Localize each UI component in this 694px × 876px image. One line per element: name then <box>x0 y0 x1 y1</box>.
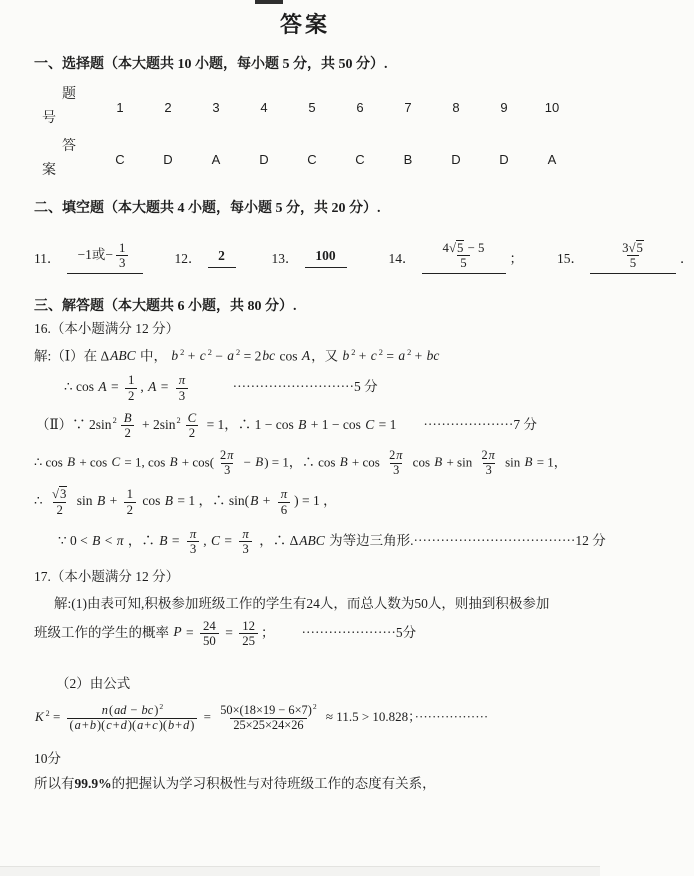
fill-item-13 <box>272 247 351 268</box>
page-title: 答案 <box>279 12 330 37</box>
answer-row <box>34 133 576 185</box>
q17-part2-label: （2）由公式 <box>56 676 131 692</box>
question-number-label <box>34 83 96 131</box>
mc-answer-cell: D <box>163 151 173 167</box>
mc-number-cell: 10 <box>544 99 560 115</box>
q17-solution-line-1: 解:(1)由表可知,积极参加班级工作的学生有24人，而总人数为50人，则抽到积极参加 <box>54 595 550 611</box>
page-crop-artifact <box>255 0 283 4</box>
mc-number-cell: 6 <box>356 99 364 115</box>
question-number-label-char2: 号 <box>42 111 56 126</box>
mc-answer-cell: A <box>211 151 221 167</box>
mc-answer-cell: C <box>115 151 125 167</box>
fill-item-14 <box>389 240 524 275</box>
mc-number-cell: 5 <box>308 99 316 115</box>
answer-label-char2: 案 <box>42 163 56 178</box>
q16-solution-line-1: 解:（Ⅰ）在 ΔABC 中， b $^2$ + c $^2$ − a $^2$ = 2bc cos A，又 b $^2$ + c $^2$ = a $^2$ + bc <box>34 347 440 364</box>
mc-number-cell: 3 <box>212 99 220 115</box>
fill-answer-12: 2 <box>218 247 225 263</box>
q17-k-square-formula-line: K $^2$ = $\frac{n(ad - bc)^2}{(a+b)(c+d)(a+c)(b+d)}$ = $\frac{50\times(18\times 19 - 6\times 7)^2}{25\times 25\times 24\times 26}$ ≈ 11.5 > 10.828；················· <box>35 702 489 733</box>
fill-answer-11: −1或− $\frac{1}{3}$ <box>78 247 132 262</box>
fill-item-15 <box>557 240 694 275</box>
fill-blank-13 <box>305 247 347 268</box>
fill-answer-row <box>34 221 694 293</box>
fill-after-14: ； <box>509 251 523 266</box>
mc-number-cell: 9 <box>500 99 508 115</box>
page-bottom-edge <box>0 866 600 876</box>
q16-solution-line-6: ∵ 0 < B < π ，∴ B = $\frac{\pi}{3}$ , C = $\frac{\pi}{3}$ ，∴ ΔABC 为等边三角形.····································12 分 <box>58 527 606 557</box>
fill-blank-12 <box>208 247 236 268</box>
section-fill-heading: 二、填空题（本大题共 4 小题，每小题 5 分，共 20 分）. <box>34 201 381 216</box>
fill-item-14-label: 14． <box>388 251 416 266</box>
answer-cells <box>96 152 576 167</box>
answer-label-char1: 答 <box>62 139 76 154</box>
mc-answer-cell: C <box>355 151 365 167</box>
fill-blank-15 <box>590 240 676 275</box>
mc-answer-cell: A <box>547 151 557 167</box>
fill-blank-11 <box>67 240 143 275</box>
fill-answer-13: 100 <box>315 247 336 263</box>
fill-item-13-label: 13． <box>271 251 299 266</box>
q16-solution-line-3: （Ⅱ）∵ $2\sin^2$ $\frac{B}{2}$ + $2\sin^2$ $\frac{C}{2}$ = 1，∴ 1 − cos B + 1 − cos C = 1 ····················7 分 <box>36 410 537 441</box>
fill-blank-14 <box>422 240 506 275</box>
fill-item-12 <box>175 247 240 268</box>
fill-item-11-label: 11． <box>34 251 61 266</box>
multiple-choice-table <box>34 81 576 185</box>
q16-solution-line-2: ∴ cos A = $\frac{1}{2}$ , A = $\frac{\pi}{3}$ ···························5 分 <box>64 373 378 403</box>
mc-number-cell: 2 <box>164 99 172 115</box>
section-choice-heading: 一、选择题（本大题共 10 小题，每小题 5 分，共 50 分）. <box>34 57 388 72</box>
q16-solution-line-4: ∴ cos B + cos C = 1, cos B + cos( $\frac{2\pi}{3}$ − B) = 1，∴ cos B + cos $\frac{2\pi}{3}$ cos B + sin $\frac{2\pi}{3}$ sin B = 1， <box>34 447 567 477</box>
q17-score-line: 10分 <box>34 750 61 766</box>
mc-answer-cell: D <box>499 151 509 167</box>
mc-number-cell: 7 <box>404 99 412 115</box>
section-solve-heading: 三、解答题（本大题共 6 小题，共 80 分）. <box>34 299 297 314</box>
q17-conclusion-line: 所以有99.9%的把握认为学习积极性与对待班级工作的态度有关系， <box>34 775 436 791</box>
question-number-row <box>34 81 576 133</box>
mc-answer-cell: B <box>403 151 413 167</box>
question-number-cells <box>96 100 576 115</box>
q16-solution-line-5: ∴ √ $\frac{3}{2}$ sin B + $\frac{1}{2}$ cos B = 1 ，∴ sin(B + $\frac{\pi}{6}$ ) = 1 ， <box>34 487 576 517</box>
mc-answer-cell: D <box>451 151 461 167</box>
q17-solution-line-2: 班级工作的学生的概率 P = $\frac{24}{50}$ = $\frac{12}{25}$ ； ·····················5分 <box>34 618 417 648</box>
q17-title: 17.（本小题满分 12 分） <box>34 568 180 584</box>
q16-title: 16.（本小题满分 12 分） <box>34 321 180 336</box>
fill-answer-15: $\frac{3 √ 5}{5}$ <box>616 247 650 262</box>
fill-after-15: ． <box>680 251 694 266</box>
fill-item-15-label: 15． <box>557 251 584 266</box>
mc-answer-cell: C <box>307 151 317 167</box>
fill-item-12-label: 12． <box>174 251 202 266</box>
fill-item-11 <box>34 240 147 275</box>
mc-answer-cell: D <box>259 151 269 167</box>
fill-answer-14: $\frac{4 √ 5 - 5}{5}$ <box>437 247 491 262</box>
question-number-label-char1: 题 <box>62 87 76 102</box>
mc-number-cell: 4 <box>260 99 268 115</box>
answer-label <box>34 135 96 183</box>
mc-number-cell: 1 <box>116 99 124 115</box>
mc-number-cell: 8 <box>452 99 460 115</box>
